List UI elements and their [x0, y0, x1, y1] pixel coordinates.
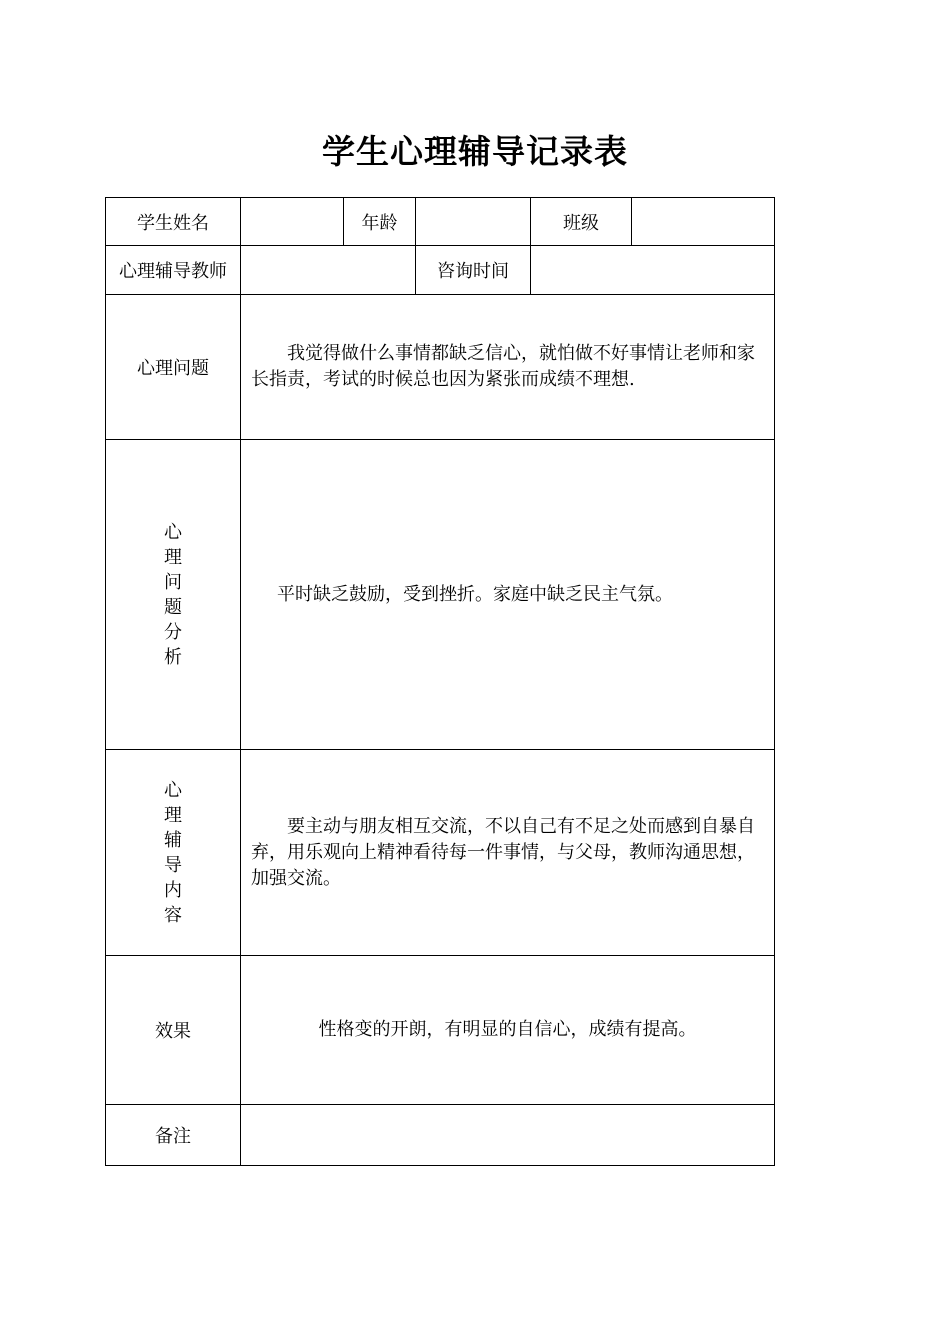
guidance-label-char: 导 — [164, 854, 182, 876]
age-field[interactable] — [416, 198, 531, 246]
class-field[interactable] — [632, 198, 775, 246]
guidance-label — [106, 750, 241, 956]
guidance-label-char: 容 — [164, 904, 182, 926]
consult-time-field[interactable] — [531, 246, 775, 295]
student-name-field[interactable] — [241, 198, 344, 246]
teacher-label: 心理辅导教师 — [106, 246, 241, 295]
problem-content: 我觉得做什么事情都缺乏信心，就怕做不好事情让老师和家长指责，考试的时候总也因为紧张而成绩不理想. — [241, 295, 775, 440]
row-teacher-time — [106, 246, 775, 295]
guidance-label-char: 理 — [164, 804, 182, 826]
remarks-label: 备注 — [106, 1105, 241, 1166]
effect-content: 性格变的开朗，有明显的自信心，成绩有提高。 — [241, 956, 775, 1105]
record-table — [105, 197, 775, 1166]
row-analysis — [106, 440, 775, 750]
analysis-label-char: 理 — [164, 546, 182, 568]
row-problem — [106, 295, 775, 440]
age-label: 年龄 — [344, 198, 416, 246]
row-guidance — [106, 750, 775, 956]
consult-time-label: 咨询时间 — [416, 246, 531, 295]
analysis-label-char: 问 — [164, 571, 182, 593]
analysis-label — [106, 440, 241, 750]
effect-label: 效果 — [106, 956, 241, 1105]
teacher-field[interactable] — [241, 246, 416, 295]
remarks-field[interactable] — [241, 1105, 775, 1166]
analysis-label-char: 题 — [164, 596, 182, 618]
row-remarks — [106, 1105, 775, 1166]
page-title: 学生心理辅导记录表 — [322, 132, 628, 171]
problem-label: 心理问题 — [106, 295, 241, 440]
guidance-label-char: 辅 — [164, 829, 182, 851]
student-name-label: 学生姓名 — [106, 198, 241, 246]
guidance-content: 要主动与朋友相互交流，不以自己有不足之处而感到自暴自弃，用乐观向上精神看待每一件事情，与父母，教师沟通思想，加强交流。 — [241, 750, 775, 956]
row-effect — [106, 956, 775, 1105]
analysis-content: 平时缺乏鼓励，受到挫折。家庭中缺乏民主气氛。 — [241, 440, 775, 750]
guidance-label-char: 内 — [164, 879, 182, 901]
analysis-label-char: 分 — [164, 621, 182, 643]
analysis-label-char: 心 — [164, 521, 182, 543]
analysis-label-char: 析 — [164, 646, 182, 668]
row-basic-info — [106, 198, 775, 246]
guidance-label-char: 心 — [164, 779, 182, 801]
class-label: 班级 — [531, 198, 632, 246]
